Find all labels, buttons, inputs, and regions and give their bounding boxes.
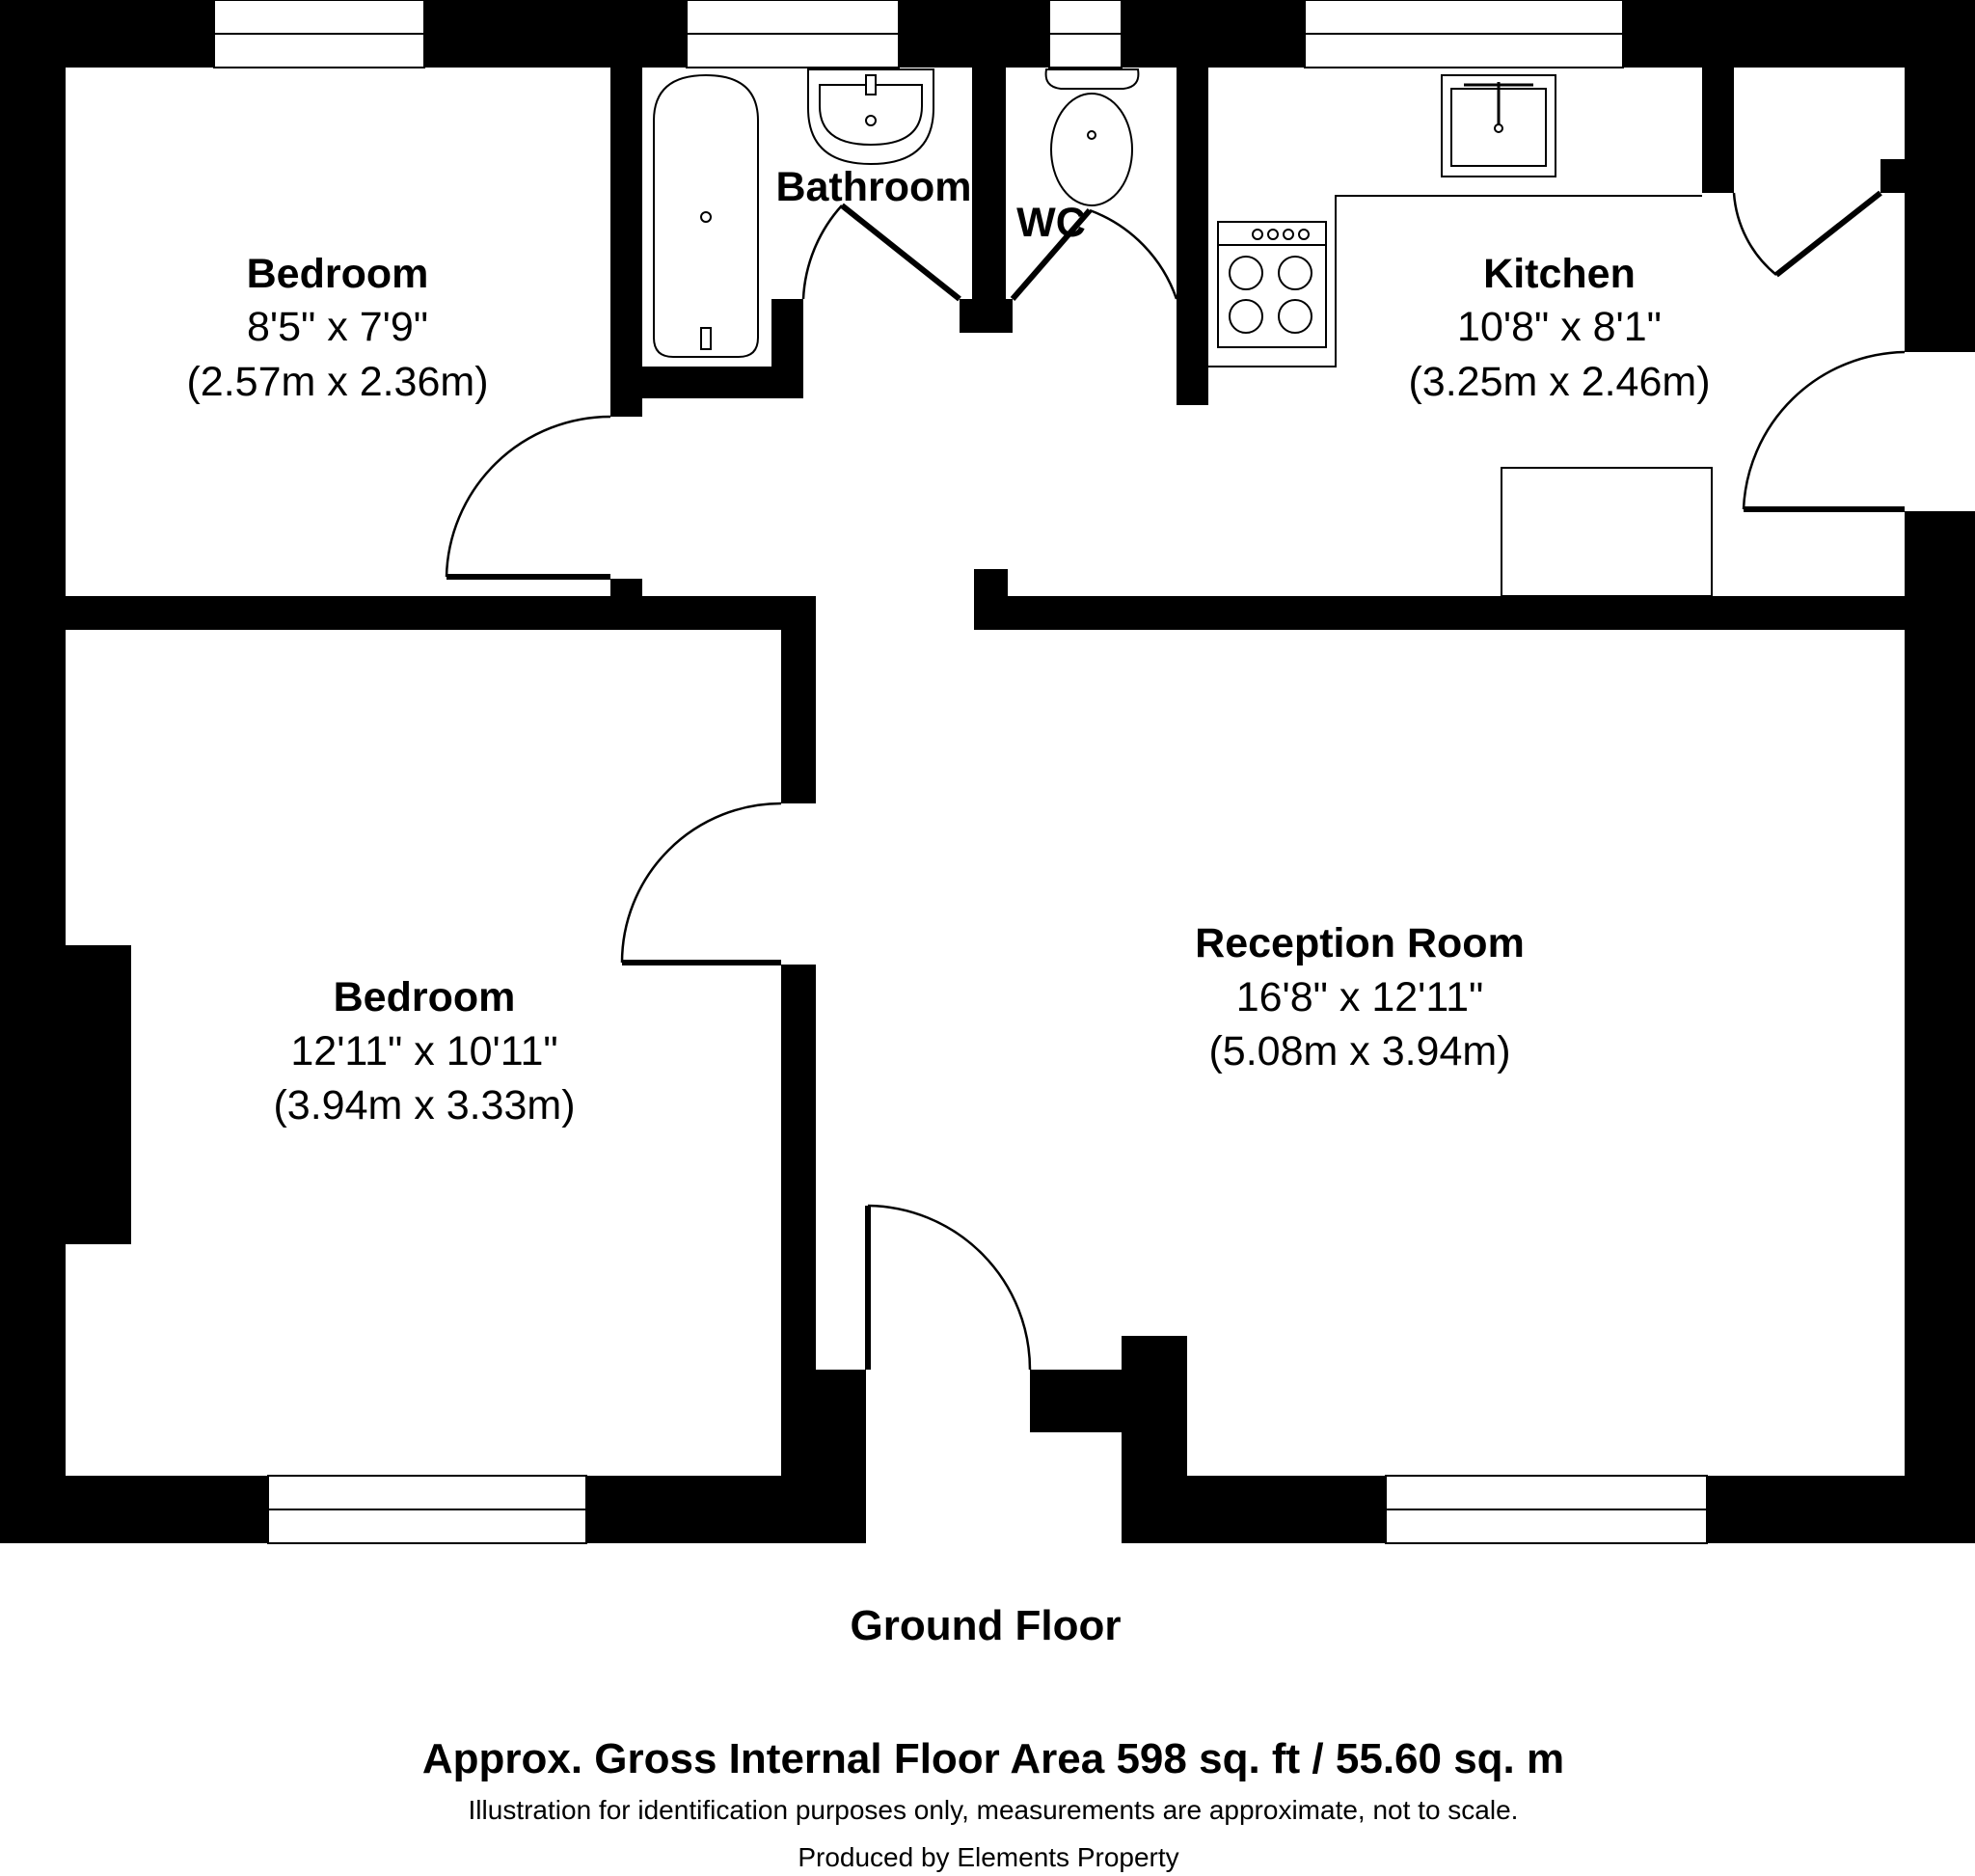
svg-text:16'8" x 12'11": 16'8" x 12'11" bbox=[1235, 974, 1484, 1020]
svg-text:(2.57m x 2.36m): (2.57m x 2.36m) bbox=[186, 359, 489, 405]
room-label-bedroom-large bbox=[273, 974, 575, 1128]
room-label-wc bbox=[1016, 200, 1086, 246]
door-bedroom-small bbox=[446, 417, 610, 577]
bath-icon bbox=[654, 75, 758, 357]
svg-text:8'5" x 7'9": 8'5" x 7'9" bbox=[247, 304, 428, 350]
svg-text:(3.25m x 2.46m): (3.25m x 2.46m) bbox=[1408, 359, 1711, 405]
svg-text:Bedroom: Bedroom bbox=[333, 974, 516, 1020]
room-label-bedroom-small bbox=[186, 251, 488, 405]
svg-text:(5.08m x 3.94m): (5.08m x 3.94m) bbox=[1208, 1028, 1511, 1074]
door-kitchen-side bbox=[1744, 352, 1905, 509]
door-entrance bbox=[868, 1206, 1030, 1370]
cupboard bbox=[1502, 468, 1712, 596]
door-kitchen-corner bbox=[1734, 193, 1880, 275]
svg-text:Bedroom: Bedroom bbox=[246, 251, 429, 297]
svg-text:(3.94m x 3.33m): (3.94m x 3.33m) bbox=[273, 1082, 576, 1128]
producer-text: Produced by Elements Property bbox=[798, 1842, 1179, 1872]
svg-text:Kitchen: Kitchen bbox=[1483, 251, 1636, 297]
svg-text:10'8" x 8'1": 10'8" x 8'1" bbox=[1457, 304, 1662, 350]
door-bathroom bbox=[803, 205, 960, 299]
svg-text:Bathroom: Bathroom bbox=[775, 164, 972, 210]
basin-icon bbox=[808, 69, 933, 164]
door-bedroom-large bbox=[622, 803, 781, 963]
floor-label: Ground Floor bbox=[850, 1602, 1122, 1649]
disclaimer-text: Illustration for identification purposes only, measurements are approximate, not to scale. bbox=[468, 1795, 1519, 1825]
toilet-icon bbox=[1046, 69, 1139, 205]
cooker-icon bbox=[1218, 222, 1326, 347]
kitchen-sink-icon bbox=[1442, 75, 1556, 177]
svg-text:12'11" x 10'11": 12'11" x 10'11" bbox=[290, 1028, 558, 1074]
interior-walls bbox=[66, 0, 1938, 1543]
room-label-bathroom bbox=[775, 164, 971, 210]
svg-text:WC: WC bbox=[1016, 200, 1086, 246]
svg-text:Reception Room: Reception Room bbox=[1195, 920, 1525, 966]
room-label-reception bbox=[1195, 920, 1525, 1074]
area-text: Approx. Gross Internal Floor Area 598 sq. ft / 55.60 sq. m bbox=[421, 1735, 1565, 1782]
